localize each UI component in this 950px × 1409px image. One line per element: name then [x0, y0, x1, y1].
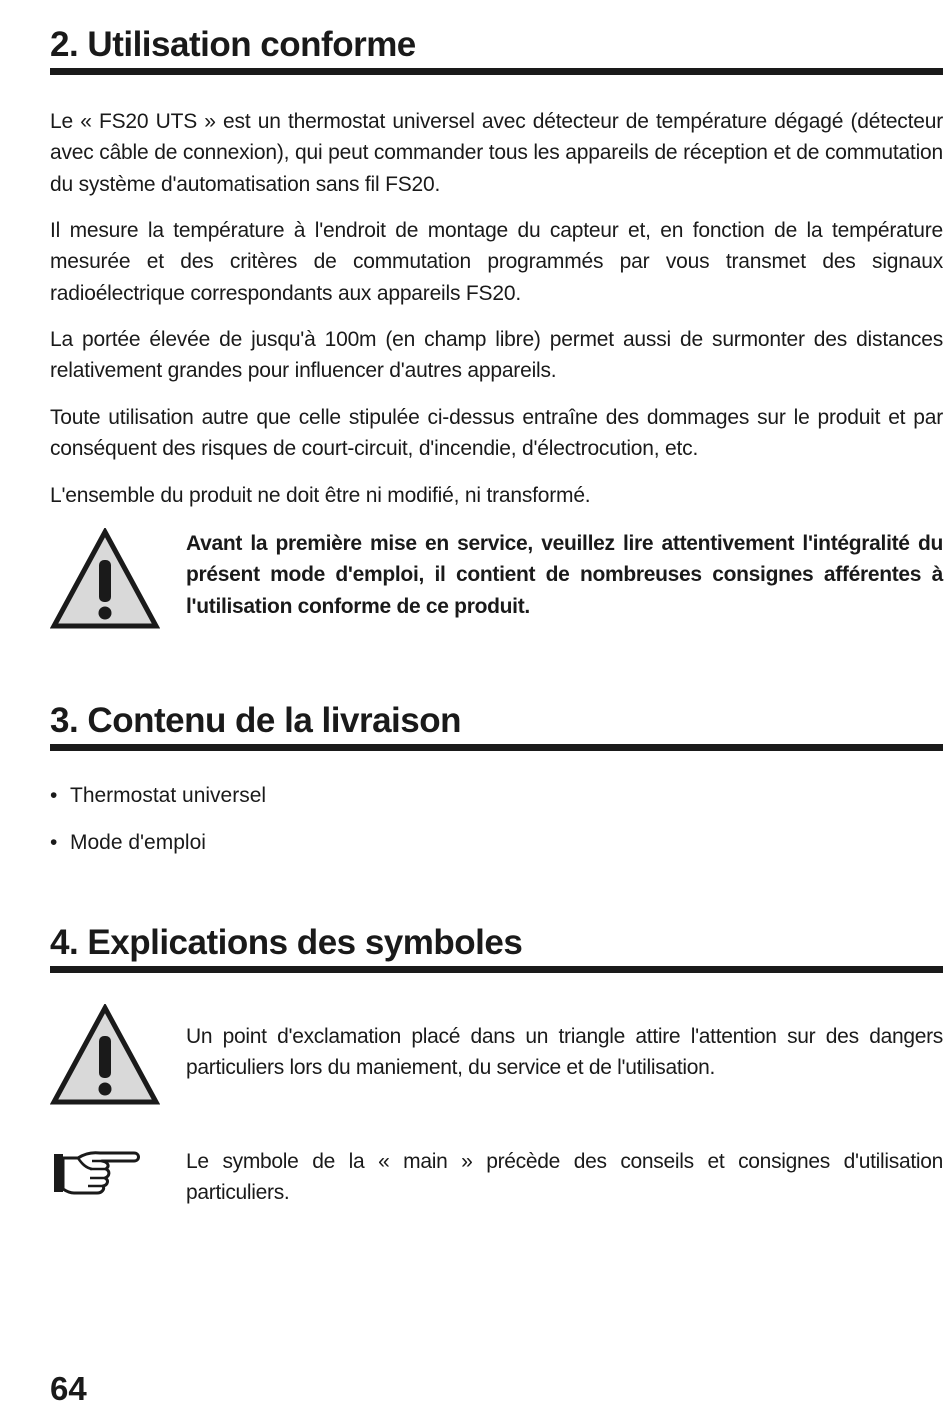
list-item-label: Mode d'emploi: [70, 831, 206, 854]
section-title-utilisation: 2. Utilisation conforme: [50, 24, 943, 75]
warning-notice: Avant la première mise en service, veuillez lire attentivement l'intégralité du présent mode d'emploi, il contient de nombreuses consignes afférentes à l'utilisation conforme de ce produit.: [186, 532, 943, 618]
list-item-label: Thermostat universel: [70, 784, 267, 807]
hand-symbol-explanation: Le symbole de la « main » précède des conseils et consignes d'utilisation particuliers.: [186, 1150, 943, 1205]
section-title-symboles: 4. Explications des symboles: [50, 922, 943, 973]
paragraph: Toute utilisation autre que celle stipulée ci-dessus entraîne des dommages sur le produit et par conséquent des risques de court-circuit, d'incendie, d'électrocution, etc.: [50, 406, 943, 461]
page-number: 64: [50, 1370, 87, 1407]
paragraph: La portée élevée de jusqu'à 100m (en champ libre) permet aussi de surmonter des distances relativement grandes pour influencer d'autres appareils.: [50, 328, 943, 383]
paragraph: L'ensemble du produit ne doit être ni modifié, ni transformé.: [50, 484, 591, 507]
bullet: •: [50, 831, 58, 854]
section-title-contenu: 3. Contenu de la livraison: [50, 700, 943, 751]
warning-symbol-explanation: Un point d'exclamation placé dans un triangle attire l'attention sur des dangers particuliers lors du maniement, du service et de l'utilisation.: [186, 1025, 943, 1080]
pointing-hand-icon: [52, 1148, 142, 1203]
list-item: [50, 827, 266, 858]
delivery-contents-list: [50, 780, 266, 874]
paragraph: Le « FS20 UTS » est un thermostat universel avec détecteur de température dégagé (détecteur avec câble de connexion), qui peut commander tous les appareils de réception et de commutation du système d'automatisation sans fil FS20.: [50, 110, 943, 196]
list-item: [50, 780, 266, 811]
paragraph: Il mesure la température à l'endroit de montage du capteur et, en fonction de la température mesurée et des critères de commutation programmés par vous transmet des signaux radioélectrique correspondants aux appareils FS20.: [50, 219, 943, 305]
warning-triangle-icon: [50, 528, 160, 635]
bullet: •: [50, 784, 58, 807]
warning-triangle-icon: [50, 1004, 160, 1111]
